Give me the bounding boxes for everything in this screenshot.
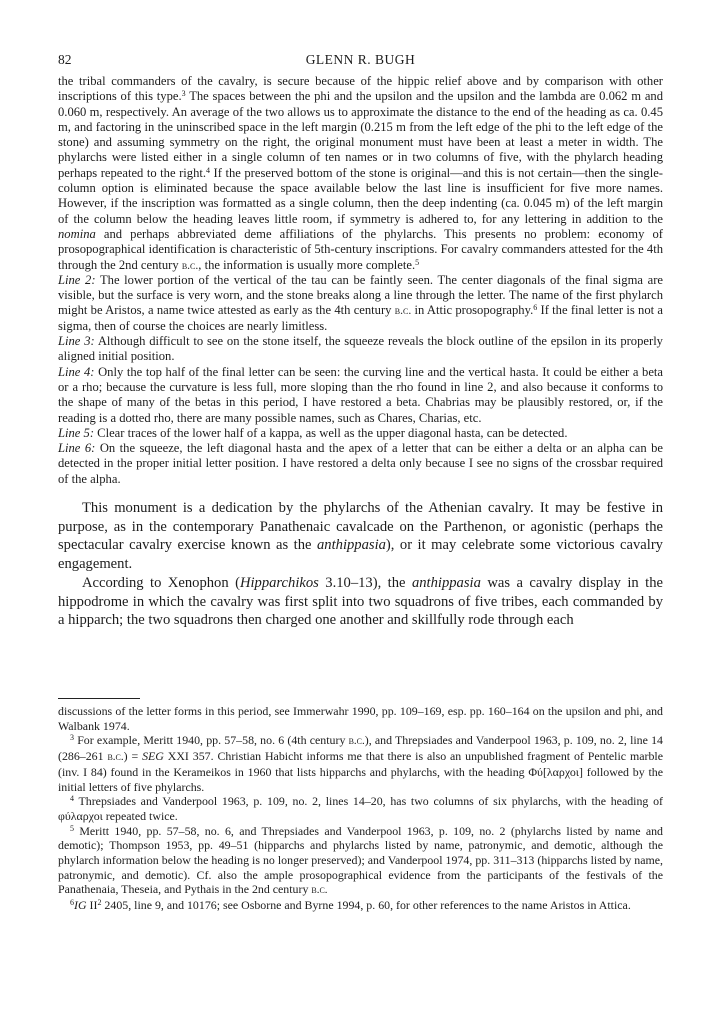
- commentary-line-2: Line 2: The lower portion of the vertical of the tau can be faintly seen. The center diagonals of the final sigma are visible, but the surface is very worn, and the stone breaks along a line through the letter. The name of the first phylarch might be Aristos, a name twice attested as early as the 4th century b.c. in Attic prosopography.$^6$ If the final letter is not a sigma, then of course the choices are nearly limitless.: [58, 272, 663, 333]
- footnote-number: 5: [70, 823, 74, 833]
- commentary-line-3: Line 3: Although difficult to see on the stone itself, the squeeze reveals the block outline of the epsilon in its properly aligned initial position.: [58, 334, 663, 364]
- body-paragraph: This monument is a dedication by the phylarchs of the Athenian cavalry. It may be festive in purpose, as in the contemporary Panathenaic cavalcade on the Parthenon, or agonistic (perhaps the spectacular cavalry exercise known as the anthippasia), or it may celebrate some victorious cavalry engagement.: [58, 500, 663, 573]
- footnote-number: 6: [70, 898, 74, 908]
- footnote-ref-5[interactable]: 5: [415, 257, 420, 267]
- commentary-line-6: Line 6: On the squeeze, the left diagonal hasta and the apex of a letter that can be either a delta or an alpha can be detected in the proper initial letter position. I have restored a delta only because I see no signs of the crossbar required of the alpha.: [58, 441, 663, 486]
- footnote-3: $^3$ For example, Meritt 1940, pp. 57–58, no. 6 (4th century b.c.), and Threpsiades and Vanderpool 1963, p. 109, no. 2, line 14 (286–261 b.c.) = SEG XXI 357. Christian Habicht informs me that there is also an unpublished fragment of Pentelic marble (inv. I 84) found in the Kerameikos in 1960 that lists hipparchs and phylarchs, with the heading Φύ[λαρχοι] followed by the initial letters of five phylarchs.: [58, 733, 663, 794]
- commentary-intro: the tribal commanders of the cavalry, is secure because of the hippic relief above and by comparison with other inscriptions of this type.$^3$ The spaces between the phi and the upsilon and the upsilon and the lambda are 0.062 m and 0.060 m, respectively. An average of the two allows us to approximate the distance to the end of the heading as ca. 0.45 m, and factoring in the uninscribed space in the left margin (0.215 m from the left edge of the phi to the left edge of the stone) and assuming symmetry on the right, the original monument must have been at least a meter in width. The phylarchs were listed either in a single column of ten names or in two columns of five, with the phylarch heading perhaps repeated to the right.$^4$ If the preserved bottom of the stone is original—and this is not certain—then the single-column option is eliminated because the space available below the last line is insufficient for five more names. However, if the inscription was formatted as a single column, then the deep indenting (ca. 0.045 m) of the left margin of the column below the heading leaves little room, if symmetry is adhered to, for any lettering in addition to the nomina and perhaps abbreviated deme affiliations of the phylarchs. This presents no problem: economy of prosopographical identification is characteristic of 5th-century inscriptions. For cavalry commanders attested for the 4th through the 2nd century b.c., the information is usually more complete.$^5$: [58, 74, 664, 272]
- line-label: Line 2:: [58, 272, 96, 287]
- body-paragraph: According to Xenophon (Hipparchikos 3.10–13), the anthippasia was a cavalry display in the hippodrome in which the cavalry was first split into two squadrons of five tribes, each commanded by a hipparch; the two squadrons then charged one another and skillfully rode through each: [58, 574, 663, 629]
- line-label: Line 4:: [58, 364, 95, 379]
- commentary-line-4: Line 4: Only the top half of the final letter can be seen: the curving line and the vertical hasta. It could be either a beta or a rho; because the curvature is less full, more sloping than the rho found in line 2, and also because it conforms to the shape of many of the betas in this period, I have restored a beta. Chabrias may be plausibly restored, or, if the reading is a dotted rho, there are many possible names, such as Chares, Charias, etc.: [58, 364, 663, 425]
- footnote-number: 4: [70, 794, 74, 804]
- footnotes: [58, 704, 663, 913]
- line-label: Line 3:: [58, 334, 95, 349]
- running-head: [58, 52, 663, 70]
- footnote-4: $^4$ Threpsiades and Vanderpool 1963, p. 109, no. 2, lines 14–20, has two columns of six phylarchs, with the heading of φύλαρχοι repeated twice.: [58, 794, 663, 823]
- line-label: Line 6:: [58, 441, 96, 456]
- footnote-number: 3: [70, 733, 74, 743]
- footnote-ref-6[interactable]: 6: [533, 303, 538, 313]
- commentary-line-5: Line 5: Clear traces of the lower half of a kappa, as well as the upper diagonal hasta, can be detected.: [58, 425, 568, 440]
- page: [58, 52, 663, 982]
- footnote-5: $^5$ Meritt 1940, pp. 57–58, no. 6, and Threpsiades and Vanderpool 1963, p. 109, no. 2 (phylarchs listed by name and demotic); Thompson 1953, pp. 49–51 (hipparchs and phylarchs listed by name, patronymic, and demotic, although the phylarch information below the heading is no longer preserved); and Vanderpool 1974, pp. 311–313 (hipparchs listed by name, patronymic, and demotic). Cf. also the ample prosopographical evidence from the participants of the festivals of the Panathenaia, Theseia, and Pythais in the 2nd century b.c.: [58, 823, 663, 897]
- running-title: GLENN R. BUGH: [305, 52, 416, 67]
- footnote-ref-4[interactable]: 4: [206, 165, 211, 175]
- footnote-ref-3[interactable]: 3: [181, 89, 186, 99]
- line-label: Line 5:: [58, 425, 95, 440]
- footnote-separator: [58, 698, 140, 699]
- footnote-6: $^6$IG $II^2$ 2405, line 9, and 10176; see Osborne and Byrne 1994, p. 60, for other references to the name Aristos in Attica.: [70, 898, 631, 913]
- page-number: 82: [58, 52, 72, 67]
- footnote-continuation: discussions of the letter forms in this period, see Immerwahr 1990, pp. 109–169, esp. pp. 160–164 on the upsilon and phi, and Walbank 1974.: [58, 704, 663, 733]
- main-body-text: [58, 499, 663, 630]
- epigraphic-commentary: [58, 74, 663, 487]
